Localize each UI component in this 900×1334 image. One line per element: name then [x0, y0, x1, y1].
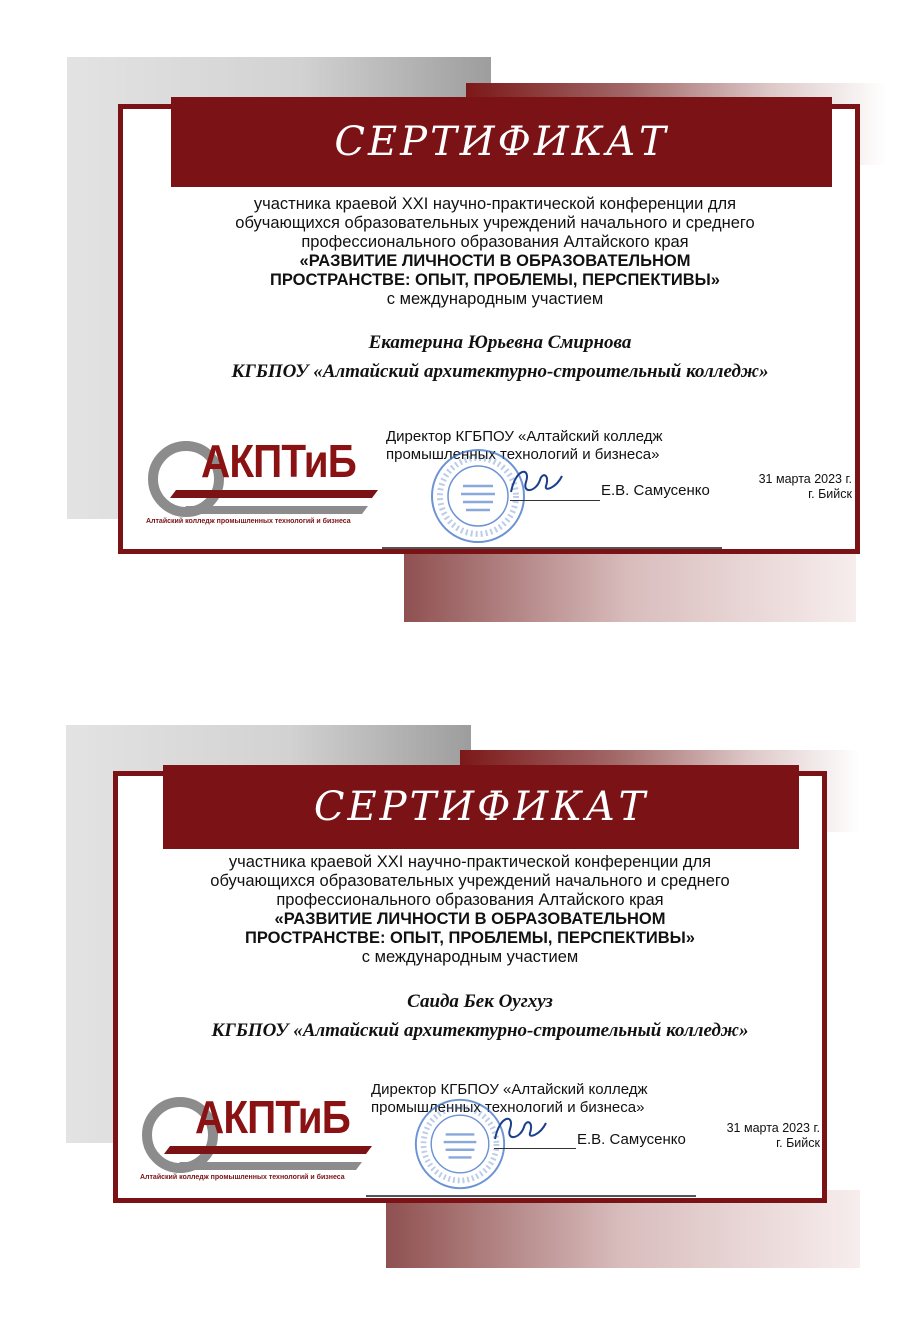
- bottom-rule: [366, 1195, 696, 1197]
- signer-name: Е.В. Самусенко: [577, 1131, 686, 1148]
- logo-caption: Алтайский колледж промышленных технологий и бизнеса: [146, 518, 351, 525]
- title-banner: [171, 97, 832, 187]
- logo-caption: Алтайский колледж промышленных технологий и бизнеса: [140, 1174, 345, 1181]
- certificate-title: СЕРТИФИКАТ: [334, 119, 669, 165]
- issue-place: г. Бийск: [808, 487, 852, 501]
- certificate-text: [150, 195, 840, 309]
- signature-line: [510, 500, 600, 501]
- issue-place: г. Бийск: [776, 1136, 820, 1150]
- logo-wordmark: АКПТиБ: [195, 1091, 350, 1143]
- director-line: промышленных технологий и бизнеса»: [371, 1099, 645, 1116]
- conference-title: «РАЗВИТИЕ ЛИЧНОСТИ В ОБРАЗОВАТЕЛЬНОМ: [274, 910, 666, 928]
- signature-icon: [506, 462, 566, 502]
- title-banner: [163, 765, 799, 849]
- recipient-organization: КГБПОУ «Алтайский архитектурно-строительный колледж»: [231, 361, 769, 382]
- participation-note: с международным участием: [386, 290, 604, 308]
- logo-wordmark: АКПТиБ: [201, 435, 356, 487]
- participation-note: с международным участием: [361, 948, 579, 966]
- director-line: промышленных технологий и бизнеса»: [386, 446, 660, 463]
- text-line: обучающихся образовательных учреждений начального и среднего: [210, 872, 730, 890]
- issue-date: 31 марта 2023 г.: [726, 1121, 820, 1135]
- recipient-organization: КГБПОУ «Алтайский архитектурно-строительный колледж»: [211, 1020, 749, 1041]
- certificate-title: СЕРТИФИКАТ: [313, 784, 649, 830]
- text-line: участника краевой XXI научно-практической конференции для: [228, 853, 712, 871]
- text-line: профессионального образования Алтайского края: [301, 233, 689, 251]
- text-line: участника краевой XXI научно-практической конференции для: [253, 195, 737, 213]
- date-place: [690, 1121, 820, 1151]
- director-line: Директор КГБПОУ «Алтайский колледж: [386, 428, 663, 445]
- signature-icon: [490, 1109, 550, 1149]
- certificate-2: [0, 668, 900, 1308]
- conference-title: ПРОСТРАНСТВЕ: ОПЫТ, ПРОБЛЕМЫ, ПЕРСПЕКТИВЫ»: [270, 271, 720, 289]
- recipient-name: Екатерина Юрьевна Смирнова: [368, 332, 632, 353]
- recipient-name: Саида Бек Оугхуз: [407, 991, 553, 1012]
- college-logo: [146, 432, 386, 532]
- recipient: [190, 987, 770, 1045]
- date-place: [720, 472, 852, 502]
- signature-line: [494, 1148, 576, 1149]
- certificate-text: [140, 853, 800, 967]
- signer-name: Е.В. Самусенко: [601, 482, 710, 499]
- college-logo: [140, 1088, 380, 1188]
- director-line: Директор КГБПОУ «Алтайский колледж: [371, 1081, 648, 1098]
- recipient: [200, 328, 800, 386]
- issue-date: 31 марта 2023 г.: [758, 472, 852, 486]
- conference-title: «РАЗВИТИЕ ЛИЧНОСТИ В ОБРАЗОВАТЕЛЬНОМ: [299, 252, 691, 270]
- text-line: профессионального образования Алтайского края: [276, 891, 664, 909]
- text-line: обучающихся образовательных учреждений начального и среднего: [235, 214, 755, 232]
- certificate-1: [0, 0, 900, 640]
- conference-title: ПРОСТРАНСТВЕ: ОПЫТ, ПРОБЛЕМЫ, ПЕРСПЕКТИВЫ»: [245, 929, 695, 947]
- pink-decoration: [404, 550, 856, 622]
- bottom-rule: [382, 547, 722, 549]
